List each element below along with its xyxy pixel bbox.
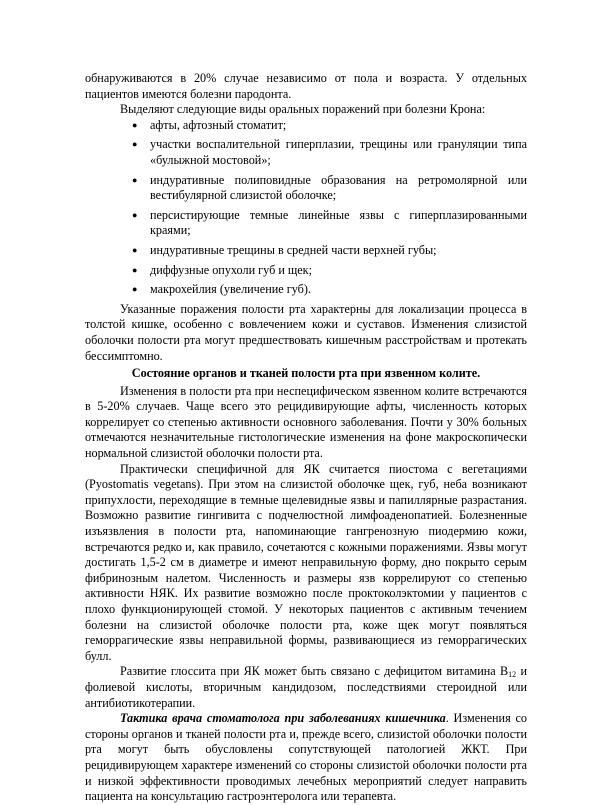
- paragraph-crohn-intro: Выделяют следующие виды оральных поражений при болезни Крона:: [120, 102, 486, 117]
- paragraph-glossitis: Развитие глоссита при ЯК может быть связано с дефицитом витамина $В_{12}$ и фолиевой кислоты, вторичным кандидозом, последствиями стероидной или антибиотикотерапии.: [85, 664, 527, 710]
- list-item: ● индуративные полиповидные образования на ретромолярной или вестибулярной слизистой оболочке;: [132, 172, 527, 203]
- bullet-icon: ●: [132, 209, 138, 220]
- bullet-icon: ●: [132, 174, 138, 185]
- paragraph-uc-changes: Изменения в полости рта при неспецифическом язвенном колите встречаются в 5-20% случаев. Чаще всего это рецидивирующие афты, численность которых коррелирует со степенью активности основного заболевания. Почти у 30% больных отмечаются незначительные гистологические изменения на фоне макроскопически нормальной слизистой оболочки полости рта.: [85, 383, 527, 461]
- emphasis-title: Тактика врача стоматолога при заболеваниях кишечника: [120, 711, 446, 726]
- list-item: ● участки воспалительной гиперплазии, трещины или грануляции типа «булыжной мостовой»;: [132, 137, 527, 167]
- subscript-12: 12: [508, 670, 517, 680]
- bullet-icon: ●: [132, 284, 138, 295]
- bullet-icon: ●: [132, 264, 138, 275]
- bullet-icon: ●: [132, 244, 138, 255]
- bullet-icon: ●: [132, 119, 138, 130]
- list-item: ● афты, афтозный стоматит;: [132, 117, 287, 132]
- section-heading: Состояние органов и тканей полости рта при язвенном колите.: [131, 366, 481, 381]
- list-item: ● персистирующие темные линейные язвы с гиперплазированными краями;: [132, 207, 527, 238]
- crohn-lesions-list: [85, 118, 527, 298]
- bullet-icon: ●: [132, 139, 138, 150]
- list-item: ● индуративные трещины в средней части верхней губы;: [132, 242, 437, 257]
- paragraph-continuation: обнаруживаются в 20% случае независимо от пола и возраста. У отдельных пациентов имеются болезни пародонта.: [85, 71, 527, 101]
- paragraph-pyostomatitis: Практически специфичной для ЯК считается пиостома с вегетациями (Pyostomatis vegetans). При этом на слизистой оболочке щек, губ, неба возникают припухлости, переходящие в темные щелевидные язвы и папиллярные разрастания. Возможно развитие гингивита с подчелюстной лимфоаденопатией. Болезненные изъязвления в полости рта, напоминающие гангренозную пиодермию кожи, встречаются редко и, как правило, сочетаются с кожными поражениями. Язвы могут достигать 1,5-2 см в диаметре и имеют неправильную форму, дно покрыто серым фибринозным налетом. Численность и размеры язв коррелируют со степенью активности НЯК. Их развитие возможно после проктоколэктомии у пациентов с плохо функционирующей стомой. У некоторых пациентов с активным течением болезни на слизистой оболочке полости рта, коже щек могут появляться геморрагические язвы неправильной формы, развивающиеся из геморрагических булл.: [85, 461, 527, 663]
- list-item: ● макрохейлия (увеличение губ).: [132, 282, 311, 297]
- document-body: [85, 71, 527, 805]
- paragraph-dentist-tactics: Тактика врача стоматолога при заболеваниях кишечника. Изменения со стороны органов и тканей полости рта и, прежде всего, слизистой оболочки полости рта могут быть обусловлены сопутствующей патологией ЖКТ. При рецидивирующем характере изменений со стороны слизистой оболочки полости рта и низкой эффективности проводимых лечебных мероприятий следует направить пациента на консультацию гастроэнтеролога или терапевта.: [85, 711, 527, 804]
- paragraph-localization: Указанные поражения полости рта характерны для локализации процесса в толстой кишке, особенно с вовлечением кожи и суставов. Изменения слизистой оболочки полости рта могут предшествовать кишечным расстройствам и протекать бессимптомно.: [85, 301, 527, 363]
- list-item: ● диффузные опухоли губ и щек;: [132, 262, 312, 277]
